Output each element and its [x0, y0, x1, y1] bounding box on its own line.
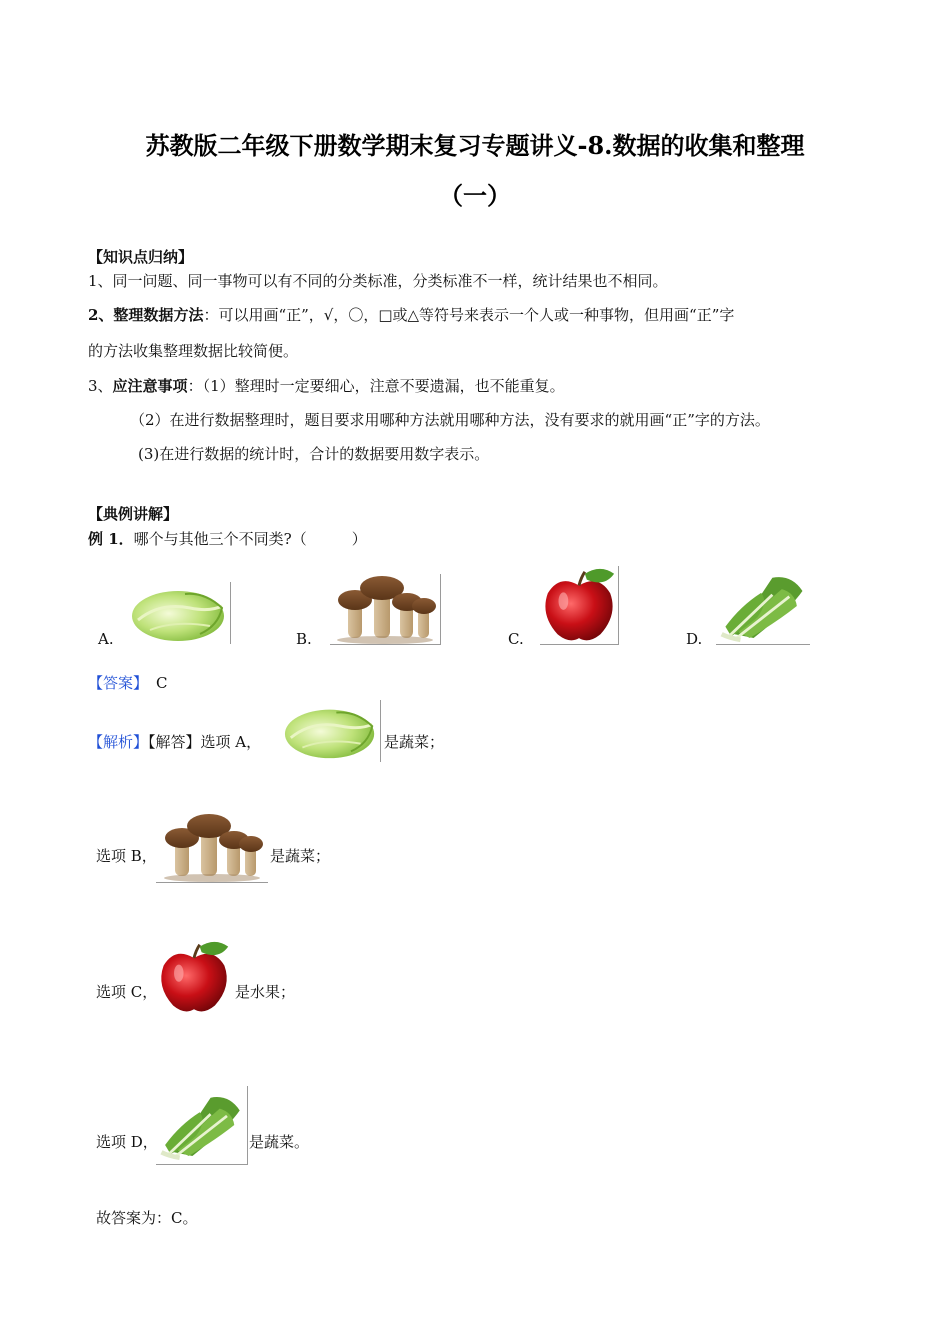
analysis-a-result: 是蔬菜；	[384, 733, 445, 751]
analysis-c-result: 是水果；	[235, 983, 296, 1001]
option-a-label: A.	[98, 630, 114, 648]
knowledge-point-1: 1、同一问题、同一事物可以有不同的分类标准，分类标准不一样，统计结果也不相同。	[88, 272, 668, 290]
apple-icon	[156, 938, 232, 1016]
page-title: 苏教版二年级下册数学期末复习专题讲义-8.数据的收集和整理	[145, 131, 805, 160]
analysis-sub: 【解答】选项 A，	[148, 733, 262, 751]
example-question-text: 哪个与其他三个不同类?（ ）	[133, 530, 367, 548]
option-d-label: D.	[686, 630, 703, 648]
knowledge-point-3	[88, 375, 565, 396]
knowledge-point-3-prefix: 3、	[88, 377, 113, 395]
option-c-label: C.	[508, 630, 524, 648]
option-b-label: B.	[296, 630, 312, 648]
analysis-tag: 【解析】	[88, 733, 149, 751]
conclusion: 故答案为：C。	[96, 1209, 198, 1227]
apple-icon	[540, 566, 619, 645]
examples-heading: 【典例讲解】	[88, 505, 179, 523]
example-label: 例 1．	[88, 530, 134, 548]
analysis-b-prefix: 选项 B，	[96, 847, 157, 865]
mushroom-icon	[330, 574, 441, 645]
example-question	[88, 528, 367, 549]
cabbage-icon	[283, 700, 381, 762]
knowledge-point-2-cont: 的方法收集整理数据比较简便。	[88, 342, 299, 360]
page-title-line2: （一）	[439, 181, 511, 210]
lettuce-icon	[716, 568, 810, 645]
knowledge-point-4: （2）在进行数据整理时，题目要求用哪种方法就用哪种方法，没有要求的就用画“正”字的方法。	[130, 411, 770, 429]
answer-value: C	[156, 674, 168, 692]
analysis-line-a	[88, 731, 261, 752]
answer-tag: 【答案】	[88, 674, 149, 692]
knowledge-heading: 【知识点归纳】	[88, 248, 194, 266]
analysis-b-result: 是蔬菜；	[270, 847, 331, 865]
knowledge-point-2	[88, 304, 734, 325]
analysis-d-result: 是蔬菜。	[249, 1133, 310, 1151]
knowledge-point-2-text: ：可以用画“正”，√，〇，□或△等符号来表示一个人或一种事物，但用画“正”字	[203, 306, 735, 324]
analysis-c-prefix: 选项 C，	[96, 983, 158, 1001]
mushroom-icon	[156, 812, 268, 883]
knowledge-point-3-text: ：（1）整理时一定要细心，注意不要遗漏，也不能重复。	[187, 377, 565, 395]
knowledge-point-3-label: 应注意事项	[112, 377, 188, 395]
lettuce-icon	[156, 1086, 248, 1165]
knowledge-point-2-label: 2、整理数据方法	[88, 306, 204, 324]
answer-line	[88, 672, 168, 693]
analysis-d-prefix: 选项 D，	[96, 1133, 158, 1151]
knowledge-point-5: (3)在进行数据的统计时，合计的数据要用数字表示。	[138, 445, 490, 463]
cabbage-icon	[130, 582, 231, 644]
